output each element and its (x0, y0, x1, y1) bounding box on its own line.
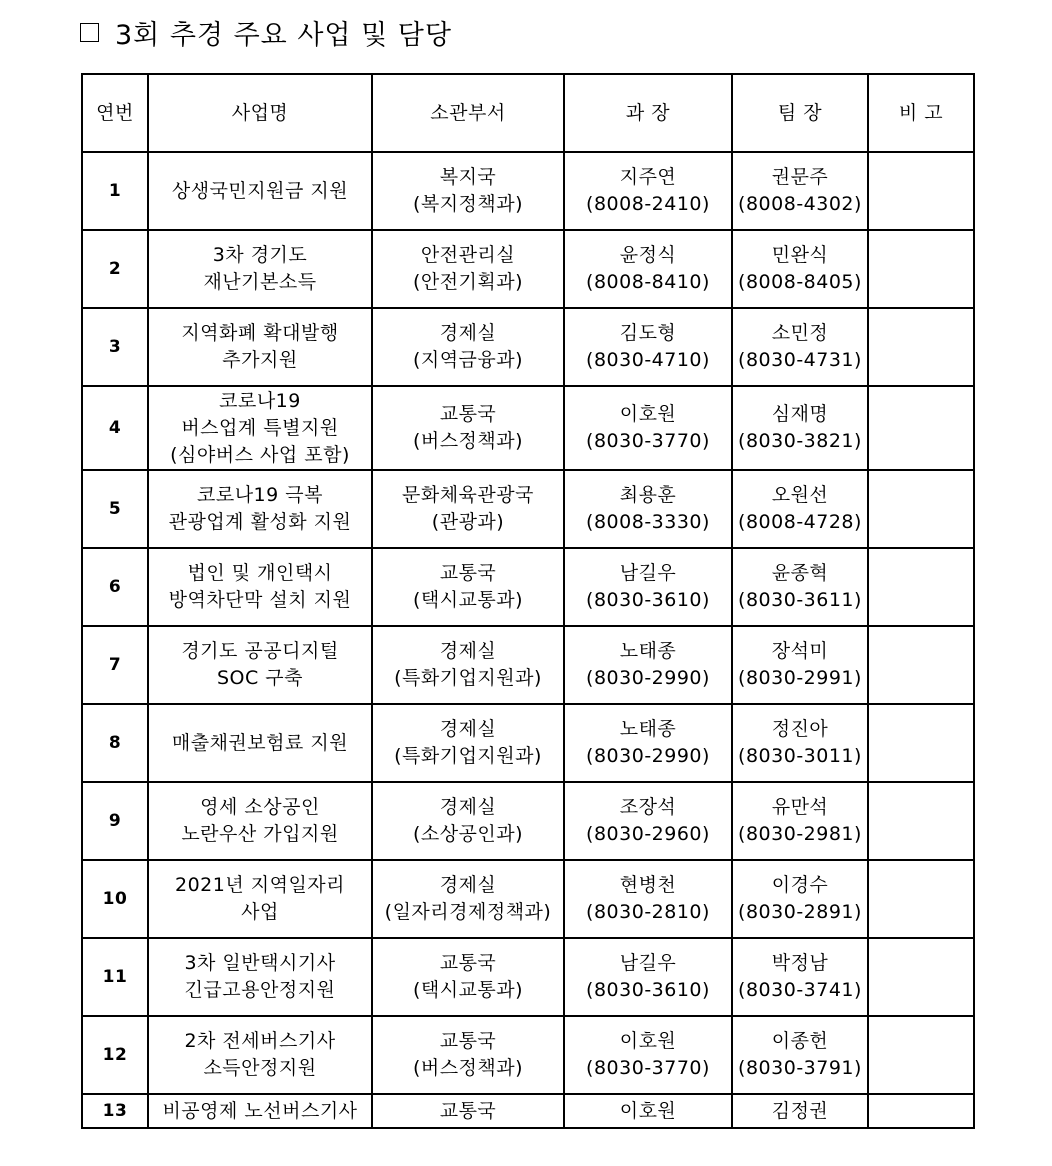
cell-leader (732, 1016, 868, 1094)
dept-line: (지역금융과) (412, 349, 524, 371)
cell-dept (372, 152, 564, 230)
cell-dept (372, 860, 564, 938)
table-row (82, 1016, 974, 1094)
cell-no: 9 (82, 782, 148, 860)
cell-no: 7 (82, 626, 148, 704)
dept-line: 교통국 (439, 562, 497, 584)
director-line: 노태종 (619, 718, 677, 740)
cell-dept (372, 626, 564, 704)
leader-line: 오원선 (771, 484, 829, 506)
director-line: (8030-2810) (586, 901, 710, 923)
leader-line: 소민정 (771, 322, 829, 344)
cell-note (868, 860, 974, 938)
director-line: 이호원 (619, 1100, 677, 1122)
director-line: 이호원 (619, 403, 677, 425)
project-line: 비공영제 노선버스기사 (162, 1100, 358, 1122)
dept-line: 안전관리실 (420, 244, 516, 266)
table-body (82, 152, 974, 1128)
leader-line: (8030-2891) (738, 901, 862, 923)
project-line: 2차 전세버스기사 (184, 1030, 336, 1052)
director-line: 현병천 (619, 874, 677, 896)
dept-line: (택시교통과) (412, 589, 524, 611)
cell-leader (732, 470, 868, 548)
document-title-text: 3회 추경 주요 사업 및 담당 (115, 19, 452, 51)
cell-dept (372, 704, 564, 782)
dept-line: (택시교통과) (412, 979, 524, 1001)
director-line: (8008-8410) (586, 271, 710, 293)
cell-director (564, 230, 732, 308)
director-line: 남길우 (619, 952, 677, 974)
dept-line: (버스정책과) (412, 1057, 524, 1079)
cell-project (148, 386, 372, 470)
dept-line: 경제실 (439, 640, 497, 662)
project-line: 버스업계 특별지원 (181, 416, 339, 439)
cell-no: 8 (82, 704, 148, 782)
header-cell-director: 과 장 (564, 74, 732, 152)
cell-leader (732, 860, 868, 938)
cell-leader (732, 1094, 868, 1128)
cell-no: 1 (82, 152, 148, 230)
project-line: 사업 (241, 901, 279, 923)
cell-leader (732, 230, 868, 308)
dept-line: (일자리경제정책과) (384, 901, 552, 923)
header-cell-no: 연번 (82, 74, 148, 152)
project-line: 소득안정지원 (203, 1057, 317, 1079)
project-line: 3차 경기도 (212, 244, 308, 266)
table-row (82, 860, 974, 938)
project-line: 3차 일반택시기사 (184, 952, 336, 974)
dept-line: (안전기획과) (412, 271, 524, 293)
cell-note (868, 1016, 974, 1094)
cell-note (868, 704, 974, 782)
table-row (82, 626, 974, 704)
project-line: 매출채권보험료 지원 (171, 731, 349, 754)
director-line: 노태종 (619, 640, 677, 662)
cell-dept (372, 308, 564, 386)
cell-director (564, 470, 732, 548)
table-header-row (82, 74, 974, 152)
director-line: (8008-2410) (586, 193, 710, 215)
director-line: (8030-2990) (586, 667, 710, 689)
cell-project (148, 548, 372, 626)
header-cell-note: 비 고 (868, 74, 974, 152)
dept-line: 교통국 (439, 952, 497, 974)
project-line: 경기도 공공디지털 (181, 640, 339, 662)
leader-line: 민완식 (771, 244, 829, 266)
cell-leader (732, 308, 868, 386)
table-row (82, 1094, 974, 1128)
cell-director (564, 386, 732, 470)
project-line: 노란우산 가입지원 (181, 823, 339, 845)
cell-director (564, 860, 732, 938)
cell-director (564, 308, 732, 386)
cell-note (868, 230, 974, 308)
leader-line: 심재명 (771, 403, 829, 425)
cell-no: 10 (82, 860, 148, 938)
leader-line: (8030-3791) (738, 1057, 862, 1079)
director-line: 이호원 (619, 1030, 677, 1052)
leader-line: 유만석 (771, 796, 829, 818)
leader-line: (8030-3011) (738, 745, 862, 767)
project-line: 방역차단막 설치 지원 (168, 589, 352, 611)
cell-dept (372, 1094, 564, 1128)
project-line: 2021년 지역일자리 (174, 874, 346, 896)
cell-leader (732, 386, 868, 470)
director-line: (8030-3610) (586, 979, 710, 1001)
leader-line: 이경수 (771, 874, 829, 896)
cell-leader (732, 152, 868, 230)
table-row (82, 704, 974, 782)
project-line: (심야버스 사업 포함) (170, 443, 350, 466)
table-row (82, 308, 974, 386)
dept-line: 문화체육관광국 (402, 484, 534, 506)
cell-project (148, 782, 372, 860)
cell-project (148, 152, 372, 230)
leader-line: 김정권 (771, 1100, 829, 1122)
director-line: (8030-2990) (586, 745, 710, 767)
cell-no: 13 (82, 1094, 148, 1128)
dept-line: 경제실 (439, 718, 497, 740)
table-row (82, 470, 974, 548)
leader-line: 정진아 (771, 718, 829, 740)
table-row (82, 548, 974, 626)
leader-line: (8030-2991) (738, 667, 862, 689)
leader-line: (8030-2981) (738, 823, 862, 845)
project-line: 긴급고용안정지원 (184, 979, 336, 1001)
dept-line: (특화기업지원과) (394, 667, 542, 689)
director-line: (8030-2960) (586, 823, 710, 845)
cell-note (868, 782, 974, 860)
project-line: 관광업계 활성화 지원 (168, 511, 352, 533)
cell-project (148, 1094, 372, 1128)
cell-dept (372, 938, 564, 1016)
project-line: SOC 구축 (216, 667, 304, 689)
cell-director (564, 938, 732, 1016)
leader-line: 박정남 (771, 952, 829, 974)
director-line: (8030-3770) (586, 1057, 710, 1079)
cell-leader (732, 938, 868, 1016)
cell-no: 2 (82, 230, 148, 308)
header-cell-leader: 팀 장 (732, 74, 868, 152)
dept-line: (관광과) (431, 511, 505, 533)
dept-line: (소상공인과) (412, 823, 524, 845)
cell-leader (732, 704, 868, 782)
cell-dept (372, 782, 564, 860)
leader-line: 윤종혁 (771, 562, 829, 584)
leader-line: (8030-3611) (738, 589, 862, 611)
table-row (82, 152, 974, 230)
cell-note (868, 152, 974, 230)
leader-line: 이종헌 (771, 1030, 829, 1052)
dept-line: 경제실 (439, 322, 497, 344)
cell-dept (372, 548, 564, 626)
cell-director (564, 626, 732, 704)
cell-no: 12 (82, 1016, 148, 1094)
cell-project (148, 1016, 372, 1094)
cell-note (868, 308, 974, 386)
leader-line: 장석미 (771, 640, 829, 662)
dept-line: 교통국 (439, 403, 497, 425)
cell-director (564, 152, 732, 230)
director-line: 조장석 (619, 796, 677, 818)
dept-line: 교통국 (439, 1100, 497, 1122)
table-row (82, 782, 974, 860)
director-line: 지주연 (619, 166, 677, 188)
project-line: 상생국민지원금 지원 (171, 179, 349, 202)
leader-line: (8030-3821) (738, 430, 862, 452)
cell-director (564, 1094, 732, 1128)
dept-line: 복지국 (439, 166, 497, 188)
director-line: (8030-4710) (586, 349, 710, 371)
cell-note (868, 470, 974, 548)
dept-line: (버스정책과) (412, 430, 524, 452)
cell-director (564, 1016, 732, 1094)
header-cell-project: 사업명 (148, 74, 372, 152)
project-line: 영세 소상공인 (200, 796, 320, 818)
leader-line: (8008-8405) (738, 271, 862, 293)
leader-line: (8008-4728) (738, 511, 862, 533)
director-line: 김도형 (619, 322, 677, 344)
project-line: 코로나19 극복 (197, 484, 323, 506)
cell-note (868, 626, 974, 704)
dept-line: 교통국 (439, 1030, 497, 1052)
cell-director (564, 704, 732, 782)
cell-director (564, 782, 732, 860)
cell-director (564, 548, 732, 626)
header-cell-dept: 소관부서 (372, 74, 564, 152)
cell-no: 3 (82, 308, 148, 386)
cell-project (148, 470, 372, 548)
document-title (80, 12, 452, 52)
project-line: 코로나19 (219, 389, 301, 412)
cell-no: 5 (82, 470, 148, 548)
director-line: 남길우 (619, 562, 677, 584)
project-line: 추가지원 (222, 349, 298, 371)
director-line: (8030-3770) (586, 430, 710, 452)
cell-note (868, 386, 974, 470)
table-row (82, 230, 974, 308)
cell-leader (732, 782, 868, 860)
leader-line: (8030-3741) (738, 979, 862, 1001)
cell-note (868, 548, 974, 626)
cell-project (148, 626, 372, 704)
cell-project (148, 938, 372, 1016)
project-line: 법인 및 개인택시 (187, 562, 333, 584)
project-table (81, 73, 975, 1129)
director-line: 윤정식 (619, 244, 677, 266)
director-line: (8030-3610) (586, 589, 710, 611)
cell-leader (732, 548, 868, 626)
cell-leader (732, 626, 868, 704)
cell-dept (372, 1016, 564, 1094)
leader-line: (8008-4302) (738, 193, 862, 215)
project-line: 지역화폐 확대발행 (181, 322, 339, 344)
cell-dept (372, 386, 564, 470)
dept-line: (복지정책과) (412, 193, 524, 215)
cell-note (868, 1094, 974, 1128)
cell-no: 6 (82, 548, 148, 626)
cell-project (148, 860, 372, 938)
cell-dept (372, 470, 564, 548)
checkbox-icon (80, 23, 99, 42)
cell-project (148, 704, 372, 782)
cell-project (148, 230, 372, 308)
table-row (82, 386, 974, 470)
director-line: (8008-3330) (586, 511, 710, 533)
cell-no: 11 (82, 938, 148, 1016)
cell-dept (372, 230, 564, 308)
cell-project (148, 308, 372, 386)
leader-line: (8030-4731) (738, 349, 862, 371)
director-line: 최용훈 (619, 484, 677, 506)
table-row (82, 938, 974, 1016)
dept-line: 경제실 (439, 796, 497, 818)
project-line: 재난기본소득 (203, 271, 317, 293)
dept-line: 경제실 (439, 874, 497, 896)
cell-no: 4 (82, 386, 148, 470)
dept-line: (특화기업지원과) (394, 745, 542, 767)
cell-note (868, 938, 974, 1016)
leader-line: 권문주 (771, 166, 829, 188)
